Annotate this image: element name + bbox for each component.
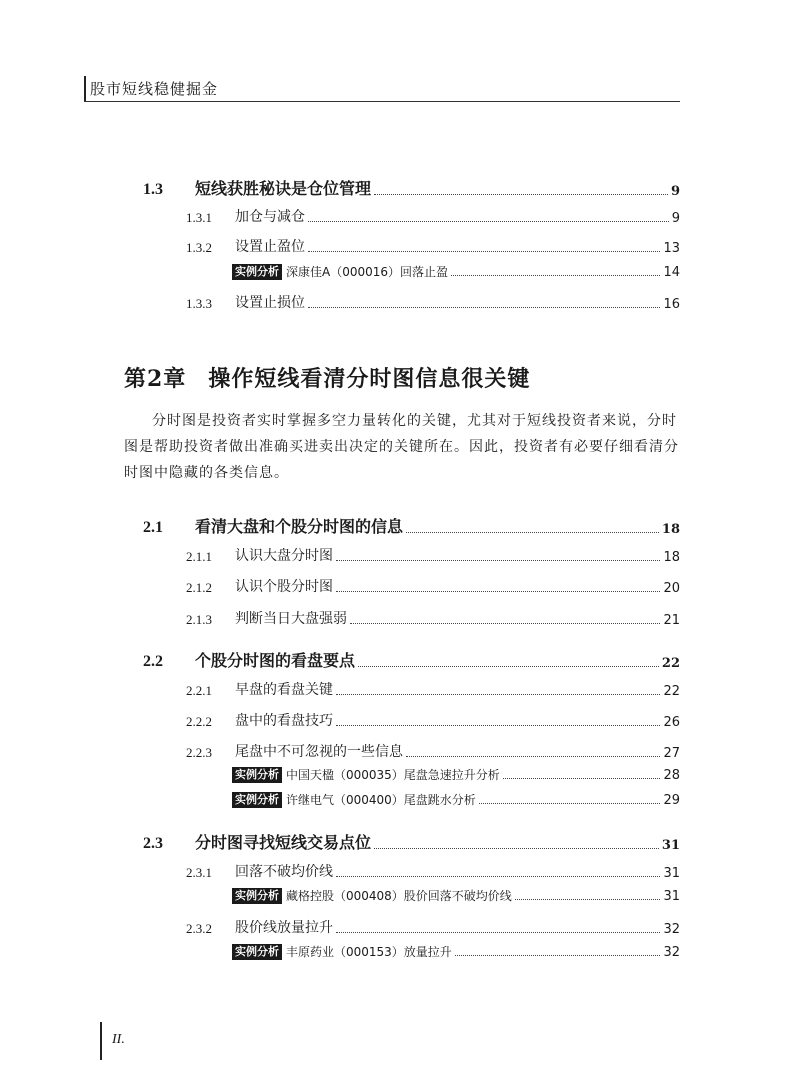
dot-leader: [336, 560, 660, 561]
chapter-title: 操作短线看清分时图信息很关键: [208, 366, 531, 392]
entry-page: 9: [671, 211, 680, 226]
toc-subsection-entry: [186, 861, 680, 881]
entry-title: 早盘的看盘关键: [235, 682, 333, 698]
toc-subsection-entry: [186, 292, 680, 312]
entry-title: 加仓与减仓: [235, 209, 305, 225]
entry-page: 14: [663, 265, 680, 280]
entry-page: 31: [661, 838, 680, 853]
header-rule: [84, 101, 680, 102]
entry-number: 1.3.3: [186, 296, 212, 311]
entry-title: 分时图寻找短线交易点位: [195, 833, 372, 852]
footer-bar: [100, 1022, 102, 1060]
toc-subsection-entry: [186, 917, 680, 937]
entry-page: 32: [663, 945, 680, 960]
toc-subsection-entry: [186, 576, 680, 596]
toc-section-entry: [143, 830, 680, 853]
entry-title: 设置止盈位: [235, 239, 305, 255]
dot-leader: [406, 532, 659, 533]
entry-title: 中国天楹（000035）尾盘急速拉升分析: [286, 768, 500, 782]
entry-number: 1.3: [143, 181, 163, 198]
dot-leader: [308, 221, 669, 222]
entry-title: 设置止损位: [235, 295, 305, 311]
entry-number: 2.1.1: [186, 549, 212, 564]
dot-leader: [451, 275, 660, 276]
dot-leader: [336, 932, 660, 933]
header-bar: [84, 76, 86, 102]
entry-number: 1.3.1: [186, 210, 212, 225]
entry-page: 21: [663, 613, 680, 628]
entry-number: 2.3: [143, 835, 163, 852]
entry-title: 尾盘中不可忽视的一些信息: [235, 744, 403, 760]
example-badge: 实例分析: [232, 888, 282, 904]
entry-number: 2.3.1: [186, 865, 212, 880]
chapter-label: 第2章: [124, 366, 187, 392]
example-badge: 实例分析: [232, 264, 282, 280]
page-number: II.: [112, 1032, 125, 1047]
dot-leader: [358, 666, 659, 667]
entry-number: 2.2.1: [186, 683, 212, 698]
dot-leader: [374, 848, 659, 849]
entry-number: 2.3.2: [186, 921, 212, 936]
dot-leader: [336, 694, 660, 695]
chapter-intro: 分时图是投资者实时掌握多空力量转化的关键，尤其对于短线投资者来说，分时图是帮助投资者做出准确买进卖出决定的关键所在。因此，投资者有必要仔细看清分时图中隐藏的各类信息。: [124, 413, 679, 481]
entry-page: 31: [663, 889, 680, 904]
entry-number: 2.2: [143, 653, 163, 670]
toc-section-entry: [143, 176, 680, 199]
entry-page: 26: [663, 715, 680, 730]
toc-example-entry: [232, 943, 680, 960]
entry-page: 32: [663, 922, 680, 937]
dot-leader: [336, 876, 660, 877]
entry-title: 盘中的看盘技巧: [235, 713, 333, 729]
toc-subsection-entry: [186, 206, 680, 226]
dot-leader: [336, 725, 660, 726]
toc-subsection-entry: [186, 679, 680, 699]
entry-title: 深康佳A（000016）回落止盈: [286, 265, 449, 279]
entry-number: 1.3.2: [186, 240, 212, 255]
entry-title: 丰原药业（000153）放量拉升: [286, 945, 452, 959]
chapter-heading: [124, 362, 530, 393]
toc-section-entry: [143, 648, 680, 671]
entry-title: 认识个股分时图: [235, 579, 333, 595]
toc-section-entry: [143, 514, 680, 537]
dot-leader: [350, 623, 660, 624]
toc-subsection-entry: [186, 236, 680, 256]
entry-number: 2.2.2: [186, 714, 212, 729]
entry-page: 16: [663, 297, 680, 312]
entry-number: 2.1: [143, 519, 163, 536]
toc-subsection-entry: [186, 710, 680, 730]
entry-page: 20: [663, 581, 680, 596]
entry-page: 28: [663, 768, 680, 783]
entry-page: 9: [670, 184, 680, 199]
entry-number: 2.1.2: [186, 580, 212, 595]
entry-page: 22: [661, 656, 680, 671]
dot-leader: [479, 803, 661, 804]
toc-subsection-entry: [186, 608, 680, 628]
entry-title: 许继电气（000400）尾盘跳水分析: [286, 793, 476, 807]
dot-leader: [503, 778, 661, 779]
entry-title: 认识大盘分时图: [235, 548, 333, 564]
dot-leader: [455, 955, 661, 956]
entry-page: 27: [663, 746, 680, 761]
dot-leader: [336, 591, 660, 592]
entry-title: 股价线放量拉升: [235, 920, 333, 936]
entry-title: 个股分时图的看盘要点: [195, 651, 356, 670]
entry-page: 22: [663, 684, 680, 699]
toc-example-entry: [232, 887, 680, 904]
dot-leader: [308, 307, 660, 308]
entry-title: 藏格控股（000408）股价回落不破均价线: [286, 889, 512, 903]
entry-number: 2.1.3: [186, 612, 212, 627]
toc-example-entry: [232, 263, 680, 280]
example-badge: 实例分析: [232, 767, 282, 783]
book-title: 股市短线稳健掘金: [90, 80, 219, 98]
entry-page: 31: [663, 866, 680, 881]
entry-title: 看清大盘和个股分时图的信息: [195, 517, 404, 536]
entry-number: 2.2.3: [186, 745, 212, 760]
dot-leader: [308, 251, 660, 252]
toc-example-entry: [232, 766, 680, 783]
entry-page: 18: [661, 522, 680, 537]
toc-subsection-entry: [186, 741, 680, 761]
dot-leader: [374, 194, 668, 195]
entry-page: 29: [663, 793, 680, 808]
entry-page: 18: [663, 550, 680, 565]
entry-title: 判断当日大盘强弱: [235, 611, 347, 627]
example-badge: 实例分析: [232, 792, 282, 808]
dot-leader: [515, 899, 661, 900]
dot-leader: [406, 756, 660, 757]
running-header: [84, 76, 680, 102]
example-badge: 实例分析: [232, 944, 282, 960]
entry-title: 短线获胜秘诀是仓位管理: [195, 179, 372, 198]
toc-example-entry: [232, 791, 680, 808]
toc-subsection-entry: [186, 545, 680, 565]
entry-page: 13: [663, 241, 680, 256]
entry-title: 回落不破均价线: [235, 864, 333, 880]
